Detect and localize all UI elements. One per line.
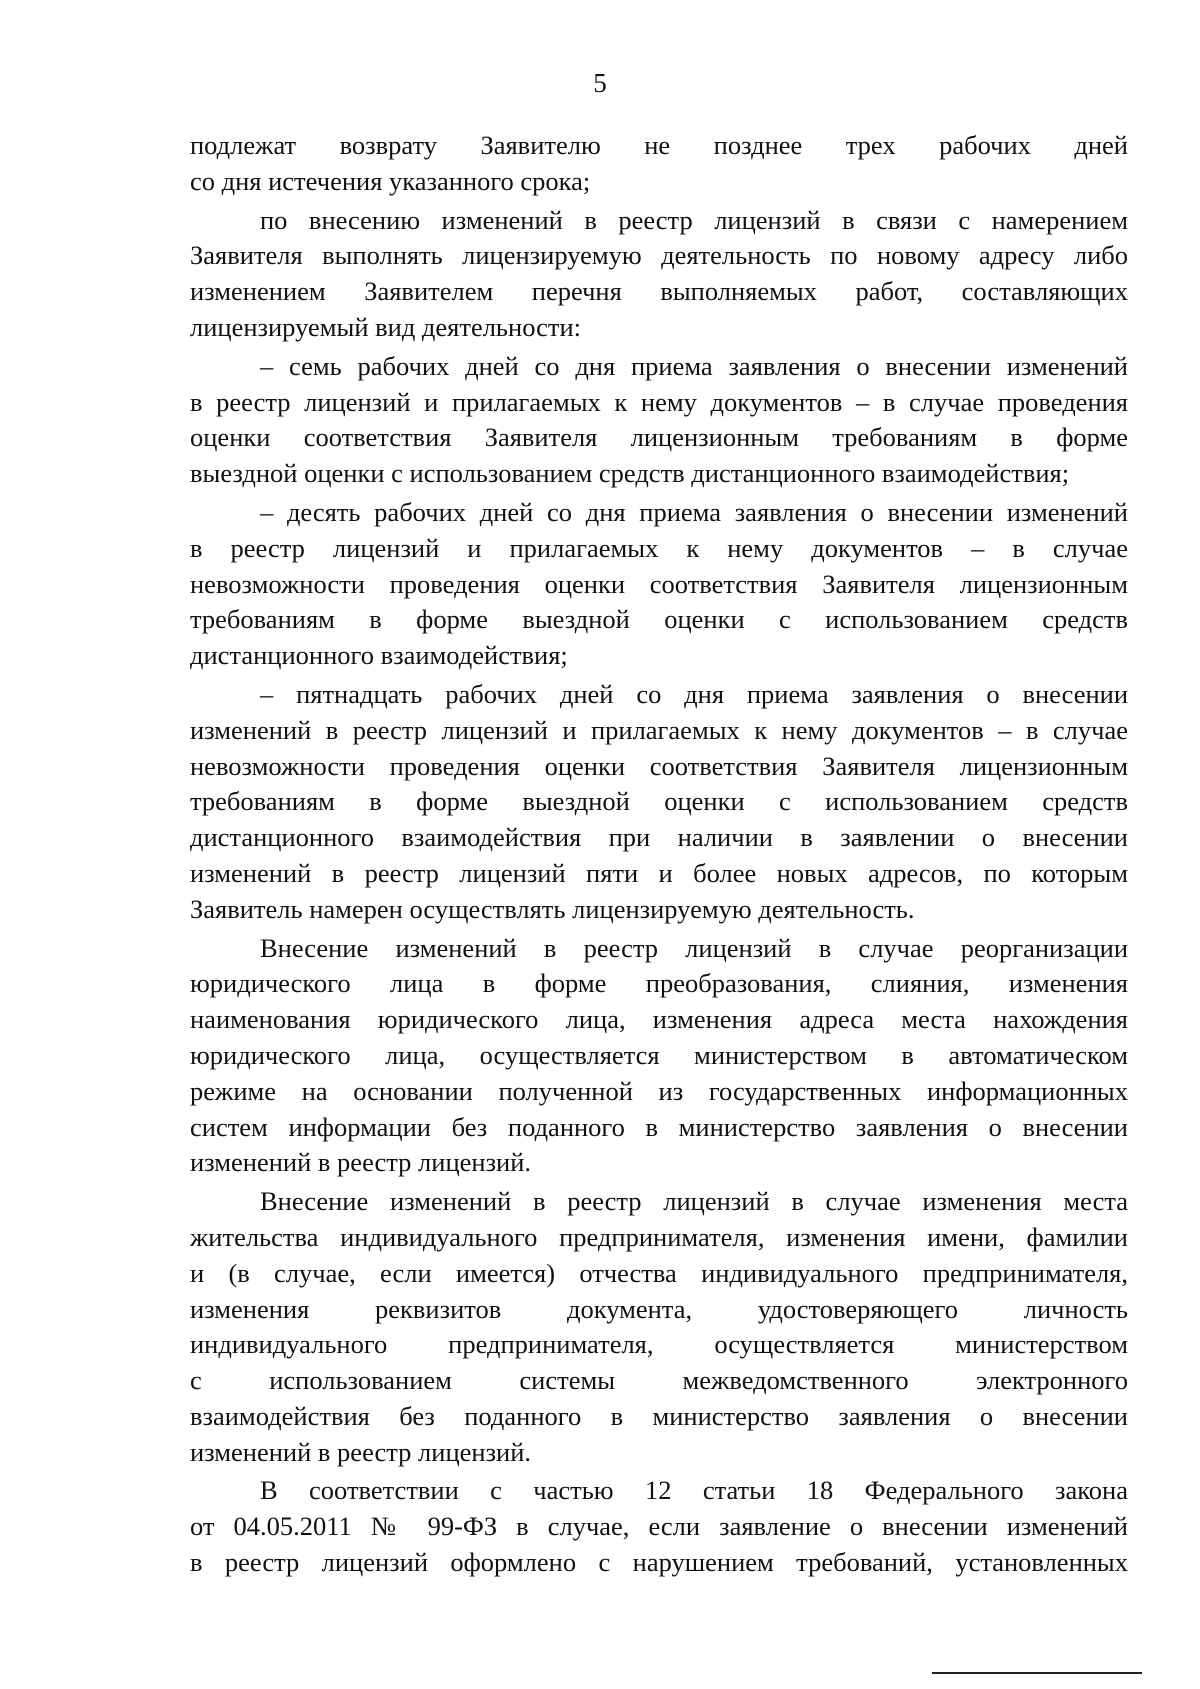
text-line: – пятнадцать рабочих дней со дня приема заявления о внесении	[260, 678, 1128, 709]
text-line: Заявителя выполнять лицензируемую деятельность по новому адресу либо	[190, 240, 1128, 271]
text-line: дистанционного взаимодействия;	[190, 640, 568, 671]
text-line: невозможности проведения оценки соответствия Заявителя лицензионным	[190, 568, 1128, 599]
text-line: Внесение изменений в реестр лицензий в случае реорганизации	[260, 932, 1128, 963]
text-line: – десять рабочих дней со дня приема заявления о внесении изменений	[260, 496, 1128, 527]
text-line: оценки соответствия Заявителя лицензионным требованиям в форме	[190, 422, 1128, 453]
text-line: изменений в реестр лицензий.	[190, 1436, 532, 1467]
text-line: взаимодействия без поданного в министерство заявления о внесении	[190, 1400, 1128, 1431]
text-line: невозможности проведения оценки соответствия Заявителя лицензионным	[190, 750, 1128, 781]
text-line: от 04.05.2011 № 99-ФЗ в случае, если заявление о внесении изменений	[190, 1511, 1128, 1542]
text-line: изменений в реестр лицензий и прилагаемых к нему документов – в случае	[190, 714, 1128, 745]
text-line: лицензируемый вид деятельности:	[190, 311, 581, 342]
footer-rule	[932, 1672, 1142, 1674]
text-line: дистанционного взаимодействия при наличии в заявлении о внесении	[190, 822, 1128, 853]
text-line: изменения реквизитов документа, удостоверяющего личность	[190, 1293, 1128, 1324]
text-line: подлежат возврату Заявителю не позднее трех рабочих дней	[190, 130, 1128, 160]
text-line: жительства индивидуального предпринимателя, изменения имени, фамилии	[190, 1221, 1128, 1252]
text-line: по внесению изменений в реестр лицензий в связи с намерением	[260, 204, 1128, 235]
text-line: и (в случае, если имеется) отчества индивидуального предпринимателя,	[190, 1257, 1128, 1288]
text-line: систем информации без поданного в министерство заявления о внесении	[190, 1111, 1128, 1142]
text-line: – семь рабочих дней со дня приема заявления о внесении изменений	[260, 350, 1128, 381]
text-line: юридического лица в форме преобразования, слияния, изменения	[190, 968, 1128, 999]
text-line: изменением Заявителем перечня выполняемых работ, составляющих	[190, 276, 1128, 307]
text-line: требованиям в форме выездной оценки с использованием средств	[190, 604, 1128, 635]
text-line: Заявитель намерен осуществлять лицензируемую деятельность.	[190, 893, 915, 924]
text-line: индивидуального предпринимателя, осуществляется министерством	[190, 1329, 1128, 1360]
text-line: наименования юридического лица, изменения адреса места нахождения	[190, 1004, 1128, 1035]
text-line: в реестр лицензий оформлено с нарушением требований, установленных	[190, 1547, 1128, 1578]
text-line: с использованием системы межведомственного электронного	[190, 1365, 1128, 1396]
text-line: юридического лица, осуществляется министерством в автоматическом	[190, 1039, 1128, 1070]
page-number: 5	[593, 68, 607, 98]
text-line: режиме на основании полученной из государственных информационных	[190, 1075, 1128, 1106]
text-line: в реестр лицензий и прилагаемых к нему документов – в случае	[190, 532, 1128, 563]
text-line: выездной оценки с использованием средств дистанционного взаимодействия;	[190, 458, 1070, 489]
text-line: требованиям в форме выездной оценки с использованием средств	[190, 786, 1128, 817]
text-line: изменений в реестр лицензий пяти и более новых адресов, по которым	[190, 857, 1128, 888]
text-line: Внесение изменений в реестр лицензий в случае изменения места	[260, 1186, 1128, 1217]
text-line: изменений в реестр лицензий.	[190, 1147, 532, 1178]
text-line: В соответствии с частью 12 статьи 18 Федерального закона	[260, 1475, 1128, 1506]
text-line: со дня истечения указанного срока;	[190, 165, 591, 196]
document-body	[190, 128, 1128, 1581]
text-line: в реестр лицензий и прилагаемых к нему документов – в случае проведения	[190, 386, 1128, 417]
